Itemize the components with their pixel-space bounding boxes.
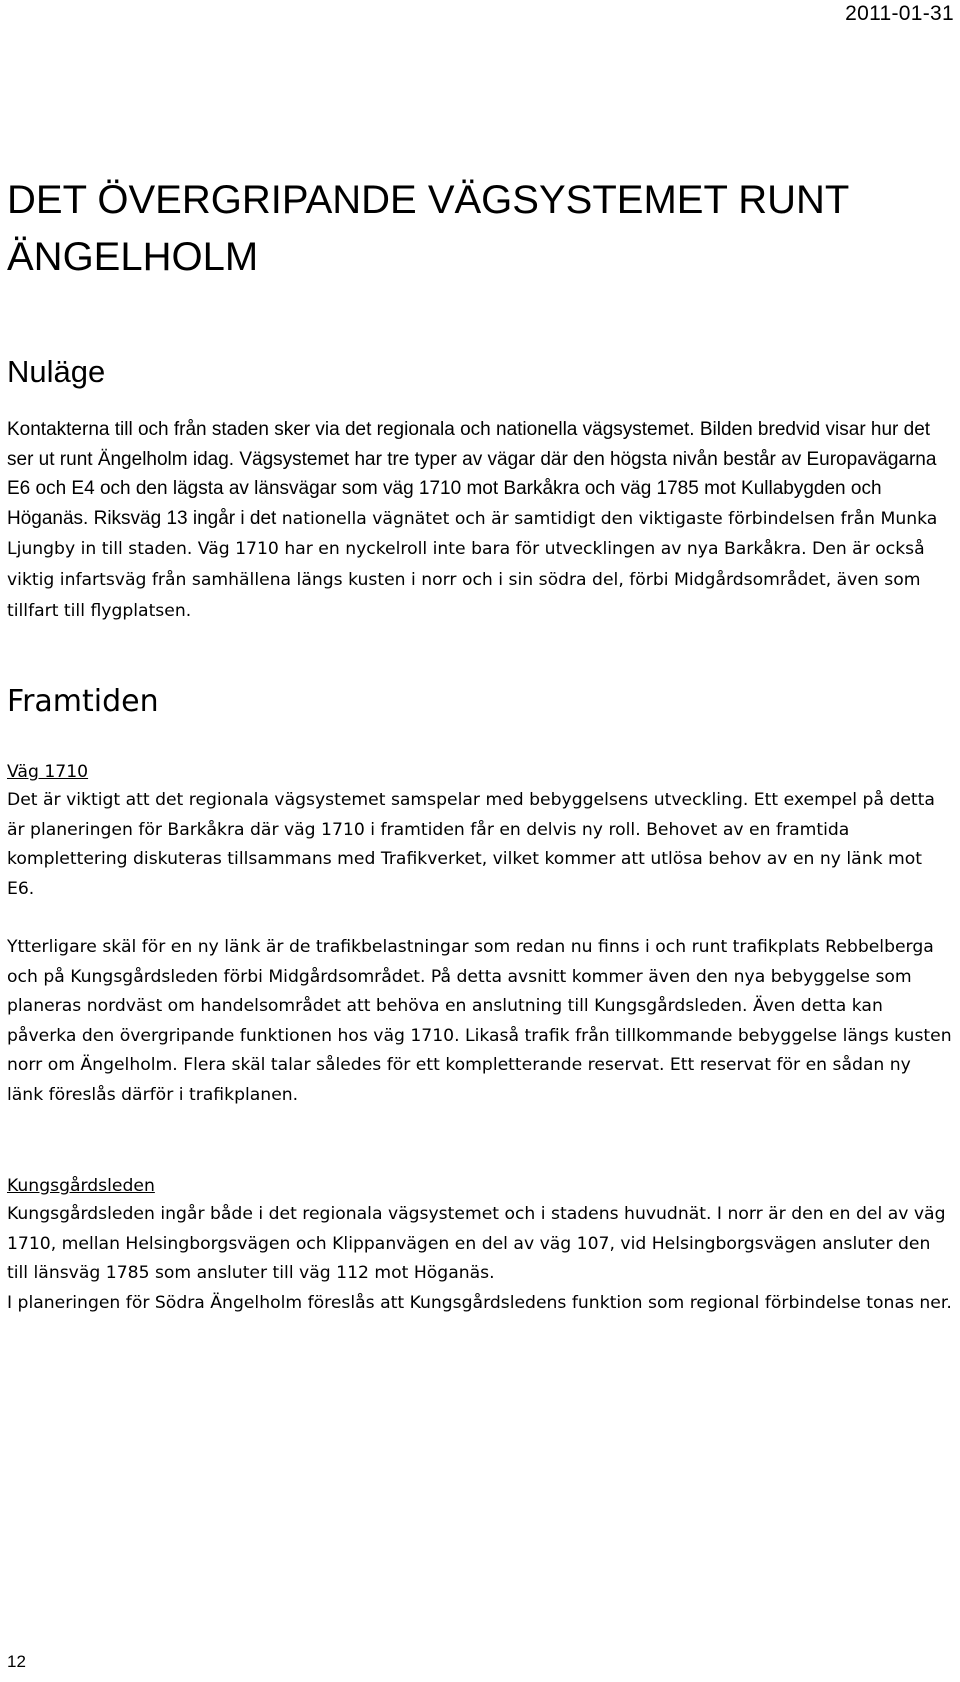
document-title: DET ÖVERGRIPANDE VÄGSYSTEMET RUNT ÄNGELHOLM bbox=[7, 178, 849, 279]
paragraph-nulage-part2: nationella vägnätet och är samtidigt den viktigaste förbindelsen från Munka Ljungby in till staden. Väg 1710 har en nyckelroll inte bara för utvecklingen av nya Barkåkra. Den är också viktig infartsväg från samhällena längs kusten i norr och i sin södra del, förbi Midgårdsområdet, även som tillfart till flygplatsen. bbox=[7, 508, 938, 621]
page-number: 12 bbox=[7, 1652, 26, 1671]
section-heading-nulage: Nuläge bbox=[7, 354, 106, 389]
paragraph-nulage-part1: Kontakterna till och från staden sker via det regionala och nationella vägsystemet. Bilden bredvid visar hur det ser ut runt Ängelholm idag. Vägsystemet har tre typer av vägar där den högsta nivån består av Europavägarna E6 och E4 och den lägsta av länsvägar som väg 1710 mot Barkåkra och väg 1785 mot Kullabygden och Höganäs. Riksväg 13 ingår i det bbox=[7, 419, 937, 529]
document-date: 2011-01-31 bbox=[845, 2, 954, 25]
paragraph-vag-1710-2: Ytterligare skäl för en ny länk är de trafikbelastningar som redan nu finns i och runt trafikplats Rebbelberga och på Kungsgårdsleden förbi Midgårdsområdet. På detta avsnitt kommer även den nya bebyggelse som planeras nordväst om handelsområdet att behöva en anslutning till Kungsgårdsleden. Även detta kan påverka den övergripande funktionen hos väg 1710. Likaså trafik från tillkommande bebyggelse längs kusten norr om Ängelholm. Flera skäl talar således för ett kompletterande reservat. Ett reservat för en sådan ny länk föreslås därför i trafikplanen. bbox=[7, 937, 952, 1105]
section-heading-framtiden: Framtiden bbox=[7, 684, 159, 719]
paragraph-kungsgardsleden bbox=[7, 1200, 952, 1318]
paragraph-nulage bbox=[7, 415, 952, 626]
subheading-kungsgardsleden: Kungsgårdsleden bbox=[7, 1176, 155, 1196]
paragraph-kungsgardsleden-line2: I planeringen för Södra Ängelholm föreslås att Kungsgårdsledens funktion som regional förbindelse tonas ner. bbox=[7, 1292, 952, 1313]
paragraph-kungsgardsleden-line1: Kungsgårdsleden ingår både i det regionala vägsystemet och i stadens huvudnät. I norr är den en del av väg 1710, mellan Helsingborgsvägen och Klippanvägen en del av väg 107, vid Helsingborgsvägen ansluter den till länsväg 1785 som ansluter till väg 112 mot Höganäs. bbox=[7, 1204, 946, 1284]
paragraph-vag-1710-1: Det är viktigt att det regionala vägsystemet samspelar med bebyggelsens utveckling. Ett exempel på detta är planeringen för Barkåkra där väg 1710 i framtiden får en delvis ny roll. Behovet av en framtida komplettering diskuteras tillsammans med Trafikverket, vilket kommer att utlösa behov av en ny länk mot E6. bbox=[7, 790, 935, 899]
subheading-vag-1710: Väg 1710 bbox=[7, 762, 89, 782]
